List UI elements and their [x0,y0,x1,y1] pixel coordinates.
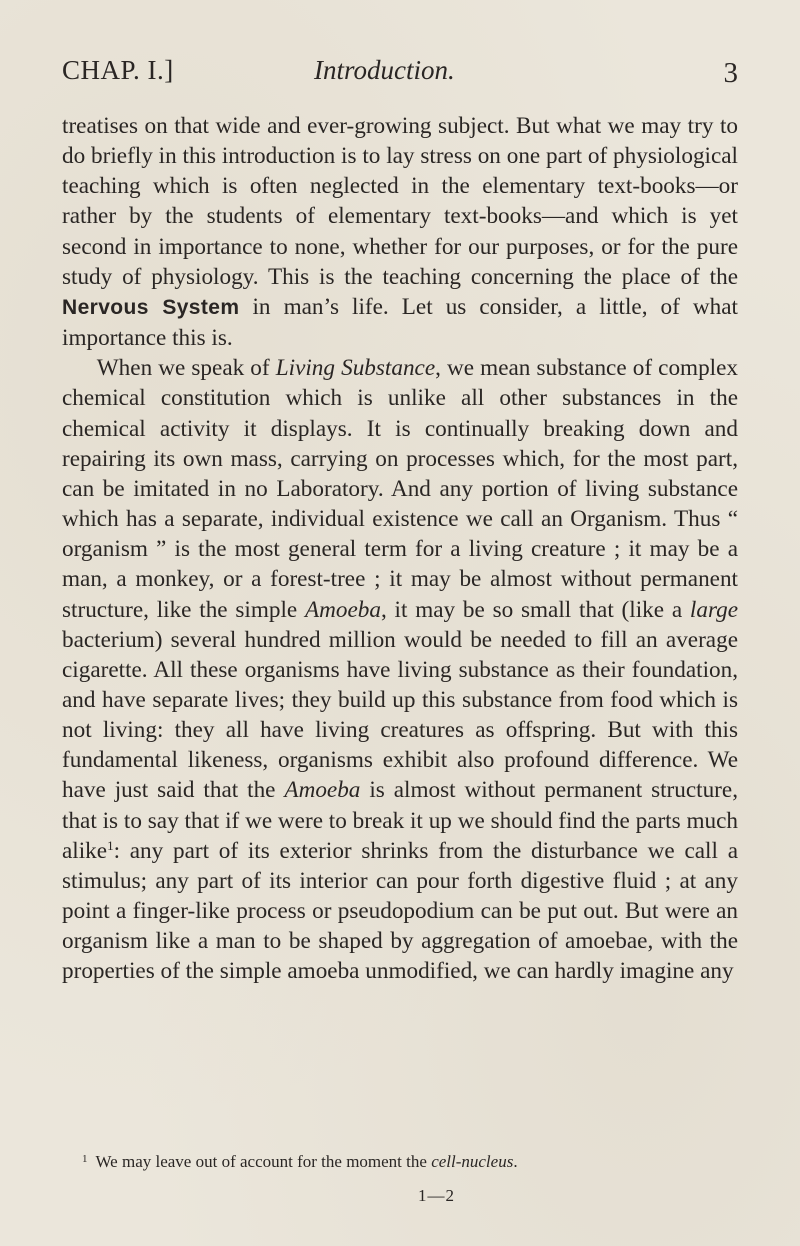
living-substance-term: Living Substance [275,355,436,382]
nervous-system-term: Nervous System [62,295,240,319]
body-text [62,111,738,987]
footnote-text: We may leave out of account for the moment the [95,1152,432,1171]
amoeba-term: Amoeba [304,596,381,623]
signature-mark: 1—2 [418,1186,455,1205]
chapter-title: Introduction. [314,55,455,85]
page-number: 3 [723,57,738,89]
footnote-marker: 1 [82,1153,88,1165]
running-head [62,55,738,95]
chapter-label: CHAP. I.] [62,55,174,85]
footnote-italic: cell-nucleus [431,1152,514,1171]
large-emphasis: large [689,596,738,623]
footnote: $^1$ We may leave out of account for the moment the cell-nucleus. [82,1152,518,1171]
amoeba-term-2: Amoeba [284,777,361,804]
footnote-reference[interactable]: 1 [107,837,114,853]
paragraph-1: treatises on that wide and ever-growing subject. But what we may try to do briefly in this introduction is to lay stress on one part of physiological teaching which is often neglected in the elementary text-books—or rather by the students of elementary text-books—and which is yet second in importance to none, whether for our purposes, or for the pure study of physiology. This is the teaching concerning the place of the Nervous System in man’s life. Let us consider, a little, of what importance this is. [62,113,738,352]
paragraph-2: When we speak of Living Substance, we mean substance of complex chemical constitution which is unlike all other substances in the chemical activity it displays. It is continually breaking down and repairing its own mass, carrying on processes which, for the most part, can be imitated in no Laboratory. And any portion of living substance which has a separate, individual existence we call an Organism. Thus “ organism ” is the most general term for a living creature ; it may be a man, a monkey, or a forest-tree ; it may be almost without permanent structure, like the simple Amoeba, it may be so small that (like a large bacterium) several hundred million would be needed to fill an average cigarette. All these organisms have living substance as their foundation, and have separate lives; they build up this substance from food which is not living: they all have living creatures as offspring. But with this fundamental likeness, organisms exhibit also profound difference. We have just said that the Amoeba is almost without permanent structure, that is to say that if we were to break it up we should find the parts much alike$^1$: any part of its exterior shrinks from the disturbance we call a stimulus; any part of its interior can pour forth digestive fluid ; at any point a finger-like process or pseudopodium can be put out. But were an organism like a man to be shaped by aggregation of amoebae, with the properties of the simple amoeba unmodified, we can hardly imagine any [62,355,738,985]
